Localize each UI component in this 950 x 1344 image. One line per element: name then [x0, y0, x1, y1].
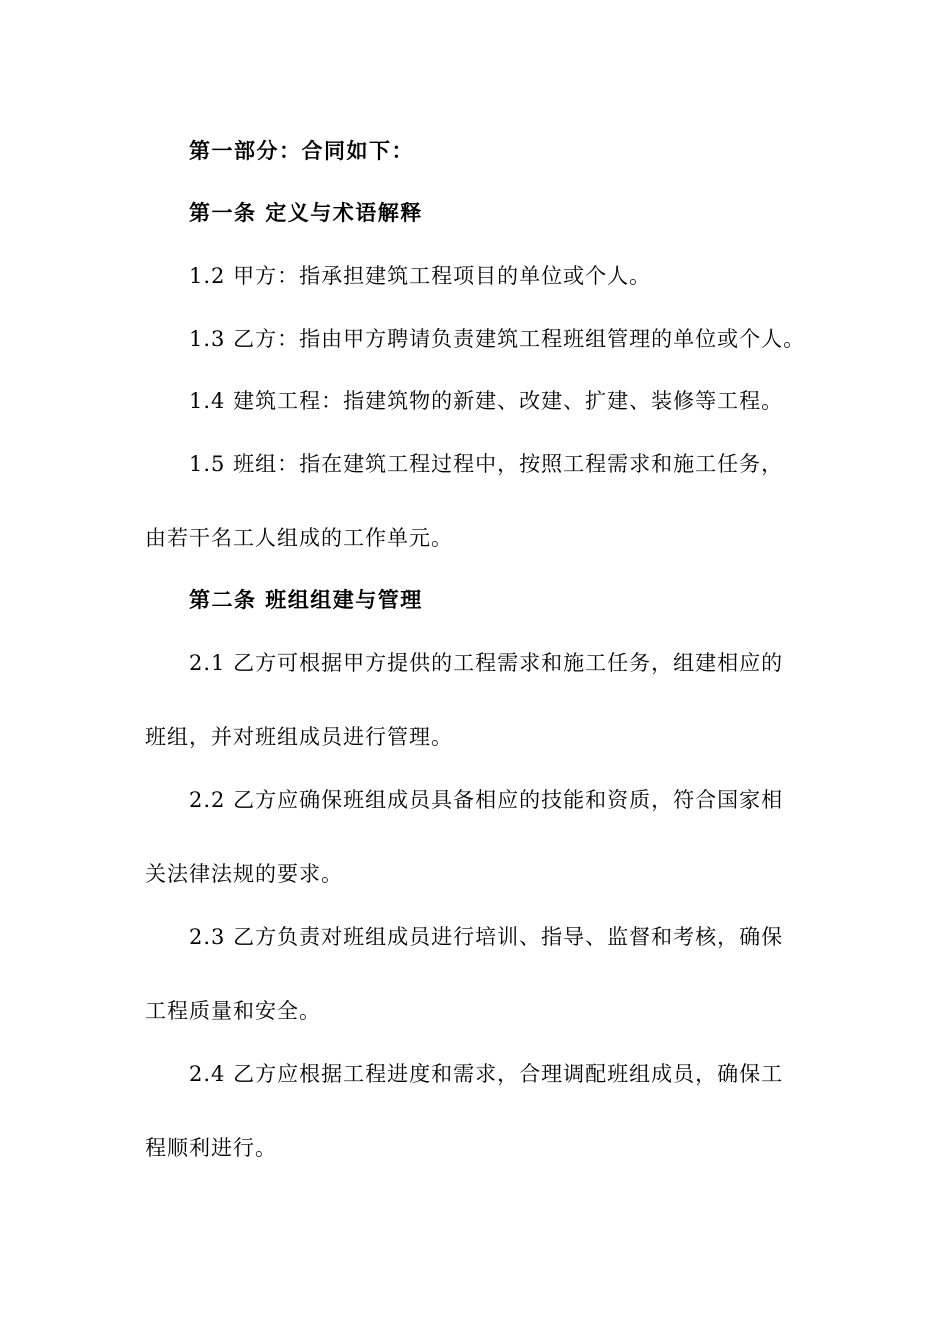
clause-2-3: 2.3 乙方负责对班组成员进行培训、指导、监督和考核，确保 — [189, 925, 784, 949]
clause-2-2-continuation: 关法律法规的要求。 — [145, 862, 343, 886]
clause-2-4: 2.4 乙方应根据工程进度和需求，合理调配班组成员，确保工 — [189, 1062, 784, 1086]
part-heading: 第一部分：合同如下： — [189, 139, 414, 163]
clause-2-1-continuation: 班组，并对班组成员进行管理。 — [145, 725, 453, 749]
clause-2-4-continuation: 程顺利进行。 — [145, 1136, 277, 1160]
clause-1-2: 1.2 甲方：指承担建筑工程项目的单位或个人。 — [189, 264, 652, 288]
clause-1-5-continuation: 由若干名工人组成的工作单元。 — [145, 526, 453, 550]
clause-2-2: 2.2 乙方应确保班组成员具备相应的技能和资质，符合国家相 — [189, 788, 784, 812]
clause-2-3-continuation: 工程质量和安全。 — [145, 999, 321, 1023]
clause-1-4: 1.4 建筑工程：指建筑物的新建、改建、扩建、装修等工程。 — [189, 389, 784, 413]
article-1-heading: 第一条 定义与术语解释 — [189, 201, 423, 225]
clause-1-3: 1.3 乙方：指由甲方聘请负责建筑工程班组管理的单位或个人。 — [189, 327, 806, 351]
clause-1-5: 1.5 班组：指在建筑工程过程中，按照工程需求和施工任务， — [189, 452, 784, 476]
article-2-heading: 第二条 班组组建与管理 — [189, 588, 423, 612]
clause-2-1: 2.1 乙方可根据甲方提供的工程需求和施工任务，组建相应的 — [189, 651, 784, 675]
